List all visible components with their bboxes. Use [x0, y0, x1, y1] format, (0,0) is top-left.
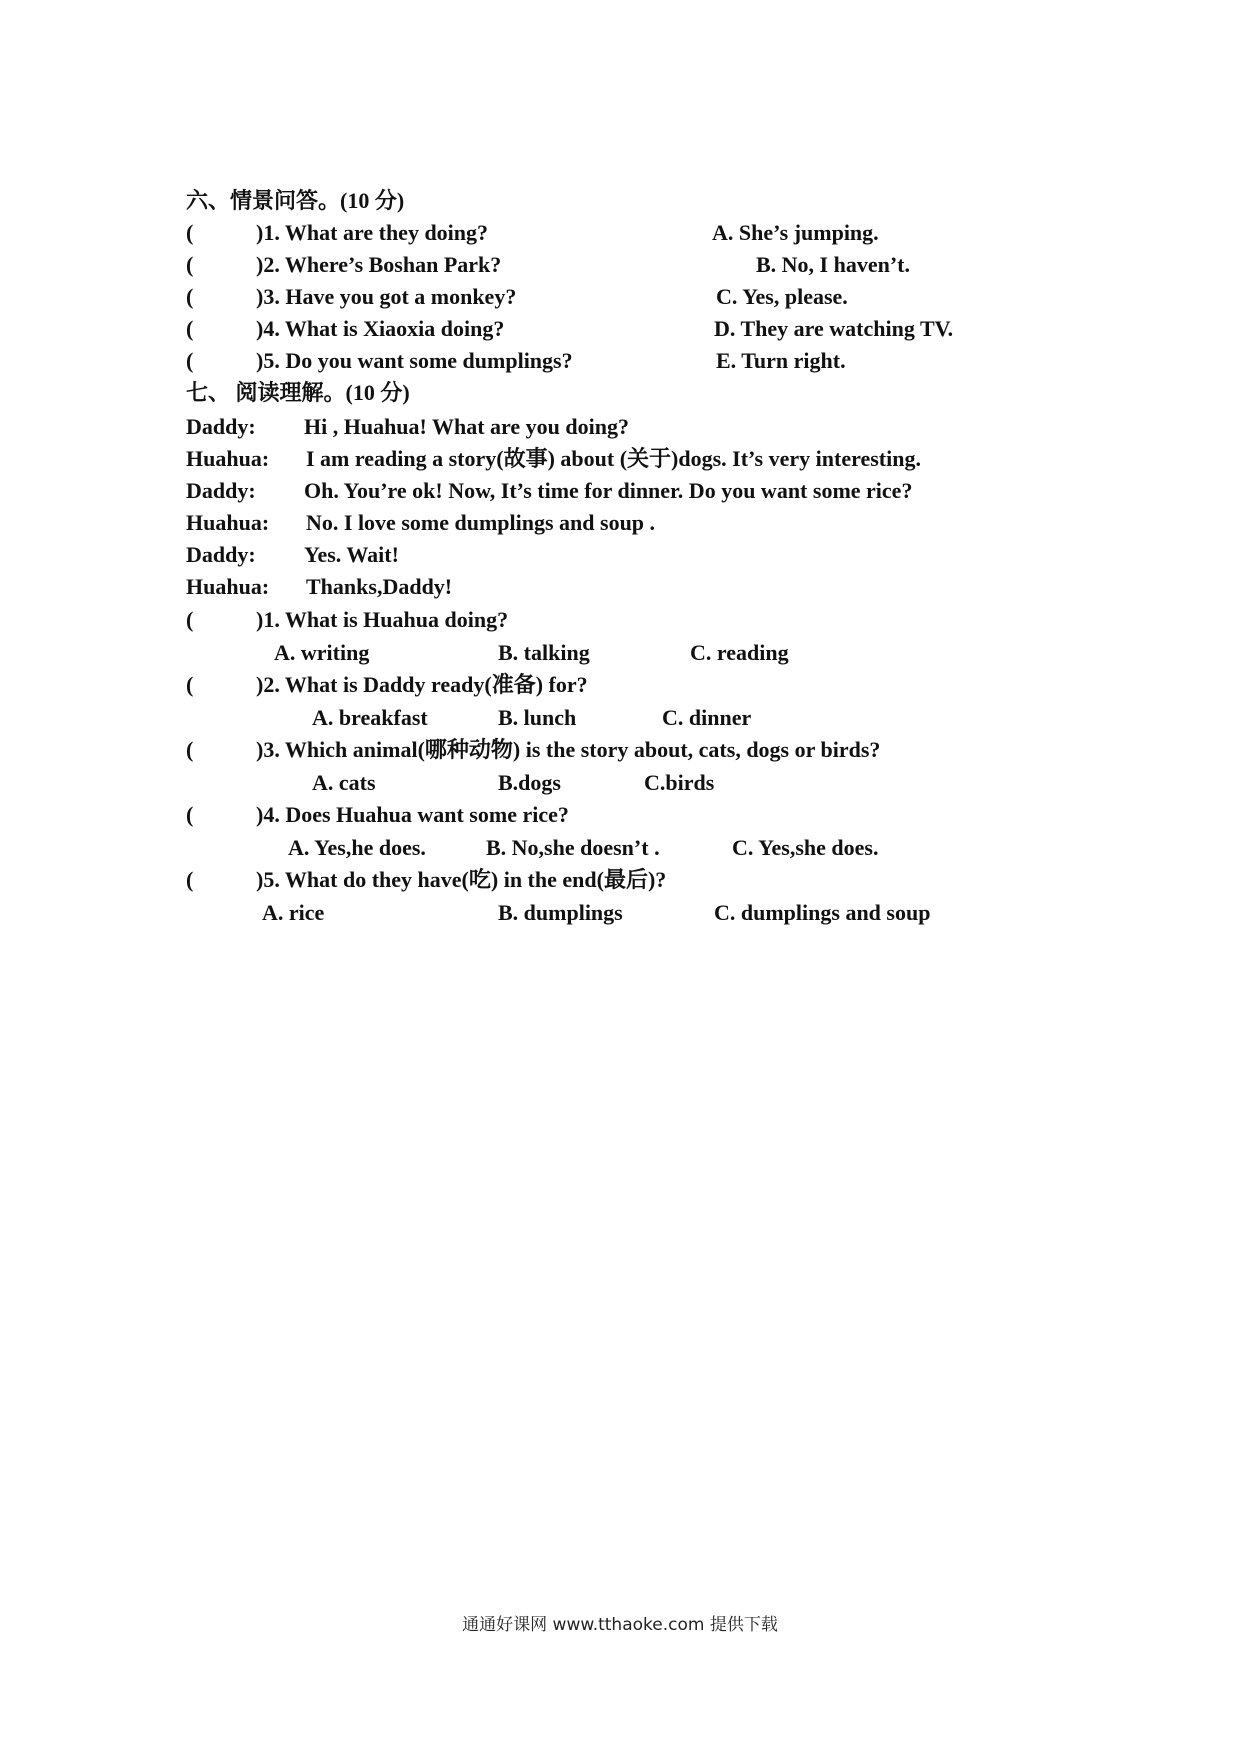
s6-answer-b: B. No, I haven’t.	[756, 252, 911, 277]
s6-q2-text: )2. Where’s Boshan Park?	[256, 252, 502, 277]
s7-q1-option-c: C. reading	[690, 640, 789, 665]
dialogue-speaker: Daddy:	[186, 478, 256, 503]
s7-q1-option-a: A. writing	[274, 640, 370, 665]
s6-q4-paren: (	[186, 316, 194, 341]
dialogue-speaker: Huahua:	[186, 446, 270, 471]
s6-answer-a: A. She’s jumping.	[712, 220, 879, 245]
dialogue-line: Oh. You’re ok! Now, It’s time for dinner. Do you want some rice?	[304, 478, 913, 503]
s7-q1-option-b: B. talking	[498, 640, 590, 665]
dialogue-speaker: Daddy:	[186, 542, 256, 567]
s7-q5-option-c: C. dumplings and soup	[714, 900, 931, 925]
s6-answer-e: E. Turn right.	[716, 348, 846, 373]
s7-q3-text: )3. Which animal(哪种动物) is the story about, cats, dogs or birds?	[256, 737, 881, 762]
s6-q2-paren: (	[186, 252, 194, 277]
s6-q5-text: )5. Do you want some dumplings?	[256, 348, 573, 373]
s7-q2-text: )2. What is Daddy ready(准备) for?	[256, 672, 588, 697]
dialogue-speaker: Huahua:	[186, 574, 270, 599]
dialogue-speaker: Huahua:	[186, 510, 270, 535]
dialogue-line: Thanks,Daddy!	[306, 574, 453, 599]
s6-q3-text: )3. Have you got a monkey?	[256, 284, 517, 309]
page-footer: 通通好课网 www.tthaoke.com 提供下载	[462, 1615, 778, 1635]
s6-q1-paren: (	[186, 220, 194, 245]
s7-q3-option-c: C.birds	[644, 770, 715, 795]
s7-q3-option-b: B.dogs	[498, 770, 561, 795]
s7-q4-text: )4. Does Huahua want some rice?	[256, 802, 569, 827]
dialogue-line: Yes. Wait!	[304, 542, 399, 567]
s7-q4-option-b: B. No,she doesn’t .	[486, 835, 660, 860]
s7-q2-option-a: A. breakfast	[312, 705, 428, 730]
dialogue-line: I am reading a story(故事) about (关于)dogs. It’s very interesting.	[306, 446, 921, 471]
s7-q4-paren: (	[186, 802, 194, 827]
s6-q4-text: )4. What is Xiaoxia doing?	[256, 316, 505, 341]
s6-q5-paren: (	[186, 348, 194, 373]
s7-q4-option-a: A. Yes,he does.	[288, 835, 426, 860]
s7-q1-paren: (	[186, 607, 194, 632]
section7-heading: 七、 阅读理解。(10 分)	[186, 380, 410, 405]
s7-q5-paren: (	[186, 867, 194, 892]
s7-q5-option-b: B. dumplings	[498, 900, 623, 925]
s7-q2-paren: (	[186, 672, 194, 697]
s7-q5-option-a: A. rice	[262, 900, 325, 925]
s7-q3-option-a: A. cats	[312, 770, 376, 795]
s6-answer-c: C. Yes, please.	[716, 284, 848, 309]
s7-q2-option-c: C. dinner	[662, 705, 752, 730]
s7-q4-option-c: C. Yes,she does.	[732, 835, 879, 860]
s6-q1-text: )1. What are they doing?	[256, 220, 489, 245]
dialogue-speaker: Daddy:	[186, 414, 256, 439]
s7-q2-option-b: B. lunch	[498, 705, 577, 730]
s6-answer-d: D. They are watching TV.	[714, 316, 954, 341]
dialogue-line: Hi , Huahua! What are you doing?	[304, 414, 629, 439]
s7-q5-text: )5. What do they have(吃) in the end(最后)?	[256, 867, 667, 892]
s7-q3-paren: (	[186, 737, 194, 762]
section6-heading: 六、情景问答。(10 分)	[186, 188, 405, 213]
s6-q3-paren: (	[186, 284, 194, 309]
dialogue-line: No. I love some dumplings and soup .	[306, 510, 656, 535]
s7-q1-text: )1. What is Huahua doing?	[256, 607, 509, 632]
